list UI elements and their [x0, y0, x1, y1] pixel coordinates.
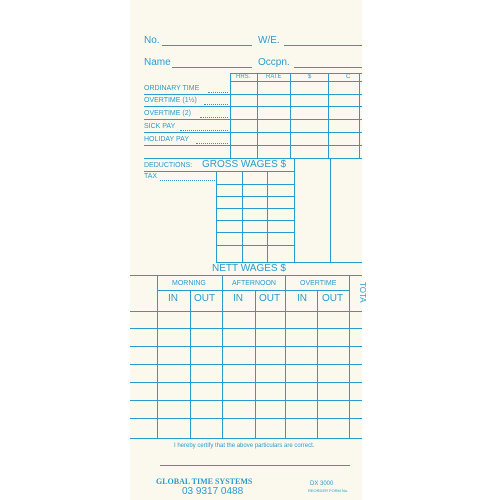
no-label: No.: [144, 35, 160, 46]
signature-line[interactable]: [160, 465, 350, 466]
pay-row-border: [144, 106, 362, 107]
ded-col-divider: [330, 158, 331, 263]
row-sick-pay: SICK PAY: [144, 123, 176, 130]
subheader-in: IN: [233, 293, 243, 304]
ded-row-border: [216, 232, 294, 233]
company-phone: 03 9317 0488: [182, 486, 244, 497]
ded-col-divider: [294, 158, 295, 263]
total-label: TOTA: [358, 282, 367, 303]
subheader-in: IN: [168, 293, 178, 304]
company-name: GLOBAL TIME SYSTEMS: [156, 477, 253, 486]
form-code: DX 3000: [310, 481, 334, 487]
deductions-header-border: [144, 171, 294, 172]
deductions-label: DEDUCTIONS:: [144, 162, 193, 169]
time-row-border: [130, 382, 362, 383]
group-morning: MORNING: [172, 280, 206, 287]
ded-row-border: [216, 220, 294, 221]
time-row-border: [130, 311, 362, 312]
nett-wages-border: [130, 275, 362, 276]
time-col-divider: [157, 276, 158, 438]
no-field[interactable]: [162, 45, 252, 46]
pay-row-border: [144, 145, 362, 146]
ded-row-border: [216, 208, 294, 209]
pay-row-border: [144, 119, 362, 120]
row-overtime-2: OVERTIME (2): [144, 110, 191, 117]
time-col-divider: [222, 276, 223, 438]
group-afternoon: AFTERNOON: [232, 280, 276, 287]
row-leader: [208, 92, 228, 93]
col-hrs: HRS.: [236, 74, 251, 80]
row-holiday-pay: HOLIDAY PAY: [144, 136, 189, 143]
col-cents: C: [346, 74, 351, 80]
nett-wages-label: NETT WAGES $: [212, 263, 286, 274]
row-ordinary-time: ORDINARY TIME: [144, 85, 200, 92]
certify-text: I hereby certify that the above particulars are correct.: [174, 443, 315, 449]
time-row-border: [130, 438, 362, 439]
time-row-border: [130, 400, 362, 401]
we-label: W/E.: [258, 35, 280, 46]
time-col-divider: [349, 276, 350, 438]
gross-wages-label: GROSS WAGES $: [202, 159, 287, 170]
row-leader: [200, 117, 228, 118]
reorder-text: REORDER FORM No.: [308, 488, 349, 493]
row-leader: [180, 130, 228, 131]
occpn-field[interactable]: [294, 67, 362, 68]
pay-row-border: [144, 94, 362, 95]
we-field[interactable]: [284, 45, 362, 46]
time-card: [130, 0, 367, 500]
tax-label: TAX: [144, 173, 158, 180]
subheader-out: OUT: [322, 293, 344, 304]
ded-row-border: [216, 184, 294, 185]
pay-table-header-border: [230, 81, 362, 82]
subheader-in: IN: [297, 293, 307, 304]
row-overtime-1-5: OVERTIME (1½): [144, 97, 197, 104]
name-field[interactable]: [172, 67, 252, 68]
tax-leader: [160, 180, 215, 181]
name-label: Name: [144, 57, 171, 68]
col-dollars: $: [308, 74, 312, 80]
group-overtime: OVERTIME: [300, 280, 337, 287]
time-group-border: [157, 290, 349, 291]
ded-row-border: [216, 245, 294, 246]
ded-row-border: [216, 196, 294, 197]
time-row-border: [130, 418, 362, 419]
subheader-out: OUT: [194, 293, 216, 304]
time-row-border: [130, 328, 362, 329]
row-leader: [196, 143, 228, 144]
time-row-border: [130, 364, 362, 365]
row-leader: [204, 104, 228, 105]
time-col-divider: [285, 276, 286, 438]
pay-row-border: [144, 132, 362, 133]
occpn-label: Occpn.: [258, 57, 290, 68]
subheader-out: OUT: [259, 293, 281, 304]
time-row-border: [130, 346, 362, 347]
col-rate: RATE: [266, 74, 282, 80]
